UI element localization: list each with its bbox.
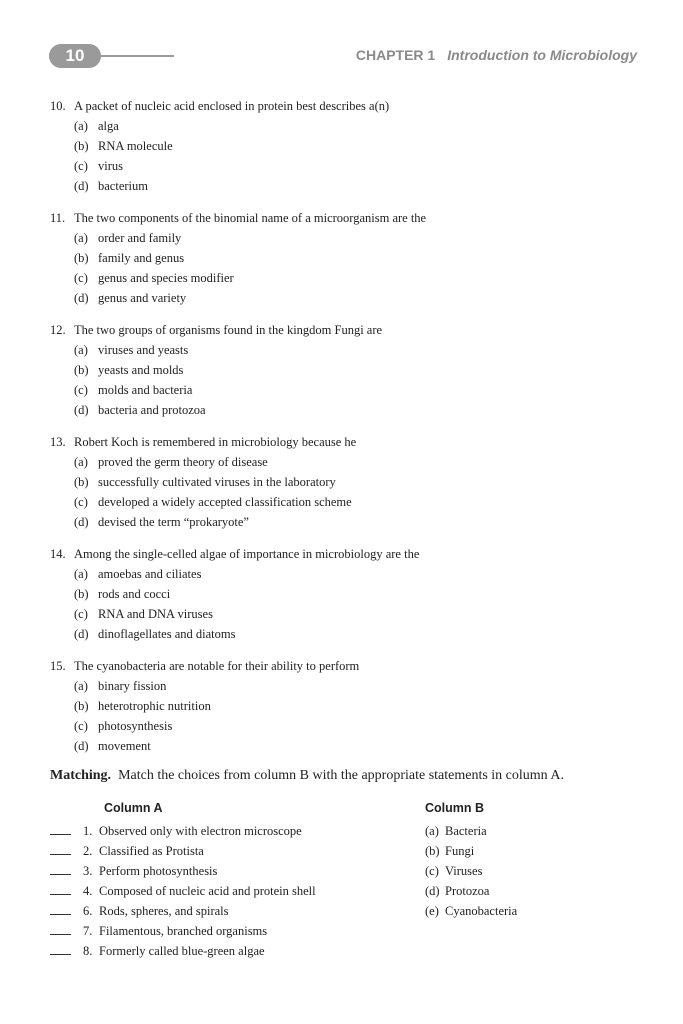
answer-blank[interactable] [50,881,71,895]
question-stem [50,208,640,228]
answer-option [50,472,640,492]
choice-text: Viruses [445,864,483,878]
column-a-item [50,901,316,921]
option-text: RNA and DNA viruses [98,607,213,621]
column-a-item [50,881,316,901]
answer-blank[interactable] [50,901,71,915]
option-letter: (b) [74,699,89,713]
item-text: Composed of nucleic acid and protein shell [99,884,316,898]
option-letter: (d) [74,627,89,641]
option-text: yeasts and molds [98,363,184,377]
option-letter: (d) [74,515,89,529]
option-letter: (c) [74,607,88,621]
option-letter: (c) [74,383,88,397]
column-b-item [425,861,517,881]
answer-option [50,340,640,360]
answer-option [50,584,640,604]
option-letter: (b) [74,251,89,265]
item-number: 4. [83,884,93,898]
choice-text: Protozoa [445,884,490,898]
column-b-item [425,841,517,861]
option-text: bacteria and protozoa [98,403,206,417]
option-text: viruses and yeasts [98,343,189,357]
answer-option [50,380,640,400]
answer-blank[interactable] [50,861,71,875]
answer-blank[interactable] [50,821,71,835]
answer-option [50,452,640,472]
option-text: successfully cultivated viruses in the laboratory [98,475,336,489]
option-text: genus and variety [98,291,187,305]
question-list [50,96,640,768]
column-a-item [50,841,316,861]
item-text: Perform photosynthesis [99,864,218,878]
item-text: Classified as Protista [99,844,204,858]
question-text: The two components of the binomial name of a microorganism are the [74,211,427,225]
question-number: 12. [50,323,66,337]
option-letter: (a) [74,567,88,581]
option-text: bacterium [98,179,148,193]
question [50,432,640,532]
option-letter: (a) [74,343,88,357]
item-number: 1. [83,824,93,838]
option-letter: (a) [74,455,88,469]
answer-option [50,156,640,176]
option-letter: (b) [74,587,89,601]
matching-instruction [50,766,564,786]
answer-blank[interactable] [50,921,71,935]
option-letter: (b) [74,475,89,489]
option-letter: (b) [74,139,89,153]
question [50,320,640,420]
question-stem [50,544,640,564]
column-a-item [50,921,316,941]
option-letter: (c) [74,719,88,733]
item-number: 7. [83,924,93,938]
option-text: rods and cocci [98,587,171,601]
answer-option [50,624,640,644]
column-b-item [425,821,517,841]
question-stem [50,656,640,676]
answer-option [50,736,640,756]
item-number: 2. [83,844,93,858]
answer-blank[interactable] [50,841,71,855]
page-number: 10 [49,44,101,68]
option-letter: (d) [74,739,89,753]
question-number: 15. [50,659,66,673]
choice-letter: (b) [425,844,440,858]
question-number: 10. [50,99,66,113]
answer-option [50,400,640,420]
answer-option [50,564,640,584]
answer-option [50,676,640,696]
column-a-item [50,941,316,961]
page-header [0,44,683,70]
option-text: genus and species modifier [98,271,234,285]
choice-text: Bacteria [445,824,487,838]
answer-blank[interactable] [50,941,71,955]
running-head [356,47,637,63]
question-stem [50,320,640,340]
matching-label: Matching. [50,768,112,783]
matching-text: Match the choices from column B with the appropriate statements in column A. [118,768,565,783]
answer-option [50,268,640,288]
column-a-list [50,821,316,961]
question-text: Robert Koch is remembered in microbiology because he [74,435,357,449]
option-letter: (c) [74,271,88,285]
option-text: dinoflagellates and diatoms [98,627,236,641]
option-letter: (c) [74,495,88,509]
answer-option [50,116,640,136]
option-text: order and family [98,231,182,245]
question-number: 11. [50,211,66,225]
choice-letter: (d) [425,884,440,898]
header-rule [98,55,174,57]
chapter-title: Introduction to Microbiology [447,47,637,63]
option-text: molds and bacteria [98,383,193,397]
option-text: photosynthesis [98,719,173,733]
column-a-item [50,861,316,881]
option-text: movement [98,739,151,753]
item-text: Observed only with electron microscope [99,824,302,838]
answer-option [50,288,640,308]
answer-option [50,136,640,156]
choice-letter: (e) [425,904,439,918]
option-letter: (d) [74,291,89,305]
option-text: amoebas and ciliates [98,567,202,581]
answer-option [50,492,640,512]
option-text: binary fission [98,679,167,693]
option-text: heterotrophic nutrition [98,699,211,713]
question-text: Among the single-celled algae of importance in microbiology are the [74,547,420,561]
answer-option [50,716,640,736]
option-text: RNA molecule [98,139,173,153]
answer-option [50,228,640,248]
option-text: virus [98,159,123,173]
answer-option [50,176,640,196]
column-b-title: Column B [425,801,485,815]
option-text: proved the germ theory of disease [98,455,268,469]
question [50,96,640,196]
question [50,656,640,756]
column-b-item [425,901,517,921]
item-number: 3. [83,864,93,878]
item-text: Formerly called blue-green algae [99,944,265,958]
answer-option [50,248,640,268]
item-number: 8. [83,944,93,958]
question-number: 13. [50,435,66,449]
item-text: Rods, spheres, and spirals [99,904,229,918]
question-text: The two groups of organisms found in the kingdom Fungi are [74,323,383,337]
option-text: alga [98,119,119,133]
question-stem [50,96,640,116]
choice-text: Fungi [445,844,475,858]
option-text: family and genus [98,251,185,265]
question-text: A packet of nucleic acid enclosed in protein best describes a(n) [74,99,390,113]
question-stem [50,432,640,452]
answer-option [50,360,640,380]
column-a-title: Column A [104,801,163,815]
answer-option [50,512,640,532]
option-text: developed a widely accepted classification scheme [98,495,352,509]
option-letter: (a) [74,679,88,693]
option-letter: (a) [74,231,88,245]
option-letter: (a) [74,119,88,133]
option-letter: (b) [74,363,89,377]
chapter-label: CHAPTER 1 [355,47,436,63]
option-letter: (d) [74,403,89,417]
question-number: 14. [50,547,66,561]
column-b-list [425,821,517,921]
choice-letter: (a) [425,824,439,838]
item-text: Filamentous, branched organisms [99,924,268,938]
question [50,208,640,308]
option-letter: (c) [74,159,88,173]
answer-option [50,604,640,624]
column-b-item [425,881,517,901]
choice-text: Cyanobacteria [445,904,518,918]
question-text: The cyanobacteria are notable for their ability to perform [74,659,360,673]
choice-letter: (c) [425,864,439,878]
option-text: devised the term “prokaryote” [98,515,249,529]
item-number: 6. [83,904,93,918]
column-a-item [50,821,316,841]
question [50,544,640,644]
option-letter: (d) [74,179,89,193]
answer-option [50,696,640,716]
